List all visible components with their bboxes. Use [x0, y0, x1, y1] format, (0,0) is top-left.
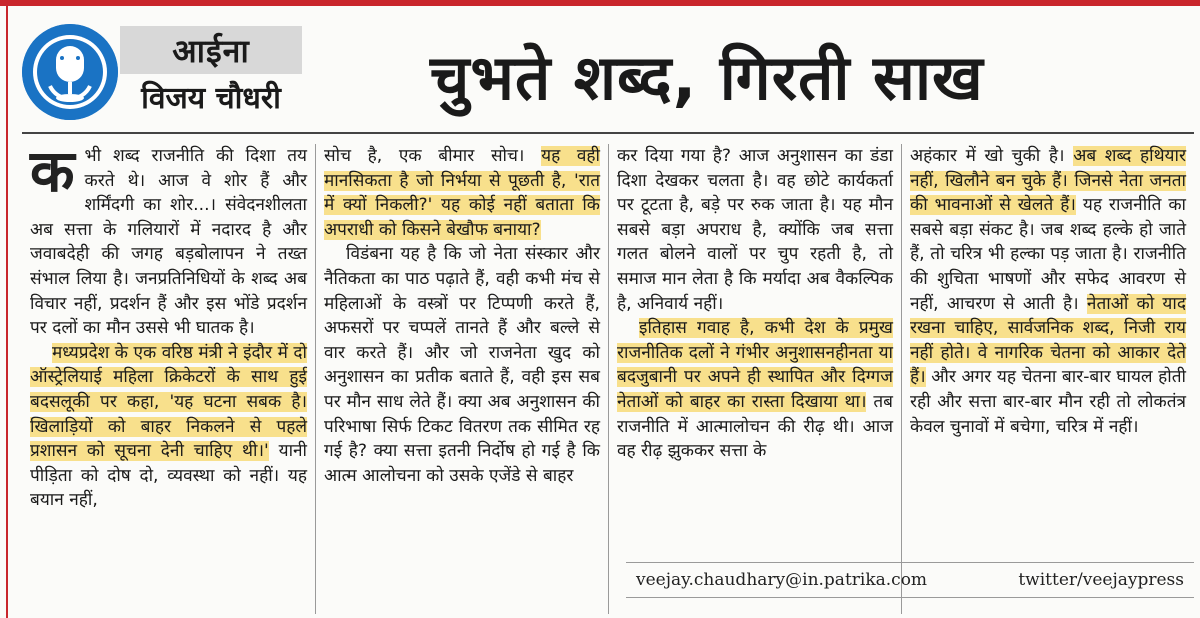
headline: चुभते शब्द, गिरती साख: [430, 41, 984, 114]
paragraph: [324, 144, 600, 242]
column-masthead: [22, 24, 302, 120]
author-email-link[interactable]: veejay.chaudhary@in.patrika.com: [636, 570, 928, 590]
body-text: और अगर यह चेतना बार-बार घायल होती रही और सत्ता बार-बार मौन रही तो लोकतंत्र केवल चुनावों में बचेगा, चरित्र में नहीं।: [910, 367, 1186, 437]
highlighted-text: यह वही मानसिकता है जो निर्भया से पूछती है, 'रात में क्यों निकली?' यह कोई नहीं बताता कि अपराधी को किसने बेखौफ बनाया?: [324, 146, 600, 240]
body-text: विडंबना यह है कि जो नेता संस्कार और नैतिकता का पाठ पढ़ाते हैं, वही कभी मंच से महिलाओं के वस्त्रों पर टिप्पणी करते हैं, अफसरों पर चप्पलें तानते हैं और बल्ले से वार करते हैं। और जो राजनेता खुद को अनुशासन का प्रतीक बताते हैं, वही इस सब पर मौन साध लेते हैं। क्या अब अनुशासन की परिभाषा सिर्फ टिकट वितरण तक सीमित रह गई है? क्या सत्ता इतनी निर्दोष हो गई है कि आत्म आलोचना को उसके एजेंडे से बाहर: [324, 244, 600, 486]
paragraph: [617, 144, 893, 316]
paragraph: [30, 341, 307, 513]
author-name: विजय चौधरी: [141, 80, 281, 116]
paragraph: [30, 144, 307, 341]
body-text: भी शब्द राजनीति की दिशा तय करते थे। आज वे शोर हैं और शर्मिंदगी का शोर...। संवेदनशीलता अब सत्ता के गलियारों में नदारद है और जवाबदेही की जगह बड़बोलापन ने तख्त संभाल लिया है। जनप्रतिनिधियों के शब्द अब विचार नहीं, प्रदर्शन हैं और इस भोंडे प्रदर्शन पर दलों का मौन उससे भी घातक है।: [30, 146, 307, 339]
body-text: सोच है, एक बीमार सोच।: [324, 146, 542, 166]
paragraph: [617, 316, 893, 464]
body-text: कर दिया गया है? आज अनुशासन का डंडा दिशा देखकर चलता है। वह छोटे कार्यकर्ता पर टूटता है, बड़े पर रुक जाता है। यह मौन सबसे बड़ा अपराध है, क्योंकि जब सत्ता गलत बोलने वालों पर चुप रहती है, तो समाज मान लेता है कि मर्यादा अब वैकल्पिक है, अनिवार्य नहीं।: [617, 146, 893, 314]
column-name: आईना: [120, 26, 302, 74]
highlighted-text: अब शब्द हथियार नहीं, खिलौने बन चुके हैं। जिनसे नेता जनता की भावनाओं से खेलते हैं।: [910, 146, 1186, 216]
author-twitter-link[interactable]: twitter/veejaypress: [1018, 570, 1184, 590]
paragraph: [910, 144, 1186, 439]
body-text: यह राजनीति का सबसे बड़ा संकट है। जब शब्द हल्के हो जाते हैं, तो चरित्र भी हल्का पड़ जाता है। राजनीति की शुचिता भाषणों और सफेद आवरण से नहीं, आचरण से आती है।: [910, 195, 1186, 314]
article-column-4: [901, 144, 1194, 614]
body-text: तब राजनीति में आत्मालोचन की रीढ़ थी। आज वह रीढ़ झुककर सत्ता के: [617, 391, 893, 462]
article-column-1: [22, 144, 315, 614]
highlighted-text: इतिहास गवाह है, कभी देश के प्रमुख राजनीतिक दलों ने गंभीर अनुशासनहीनता या बदजुबानी पर अपने ही स्थापित और दिग्गज नेताओं को बाहर का रास्ता दिखाया था।: [617, 318, 893, 412]
paragraph: [324, 242, 600, 488]
body-text: अहंकार में खो चुकी है।: [910, 146, 1074, 166]
left-edge-rule: [6, 0, 8, 618]
author-contact: [626, 562, 1194, 598]
body-text: यानी पीड़िता को दोष दो, व्यवस्था को नहीं। यह बयान नहीं,: [30, 441, 308, 511]
drop-cap: क: [30, 144, 75, 205]
article-column-3: [608, 144, 901, 614]
highlighted-text: मध्यप्रदेश के एक वरिष्ठ मंत्री ने इंदौर में दो ऑस्ट्रेलियाई महिला क्रिकेटरों के साथ हुई बदसलूकी पर कहा, 'यह घटना सबक है। खिलाड़ियों को बाहर निकलने से पहले प्रशासन को सूचना देनी चाहिए थी।': [30, 342, 307, 462]
article-column-2: [315, 144, 608, 614]
highlighted-text: नेताओं को याद रखना चाहिए, सार्वजनिक शब्द, निजी राय नहीं होते। वे नागरिक चेतना को आकार देते हैं।: [910, 293, 1186, 388]
microphone-icon: [22, 24, 118, 120]
article-body: [22, 144, 1194, 614]
divider: [22, 132, 1194, 134]
top-accent-bar: [0, 0, 1200, 6]
